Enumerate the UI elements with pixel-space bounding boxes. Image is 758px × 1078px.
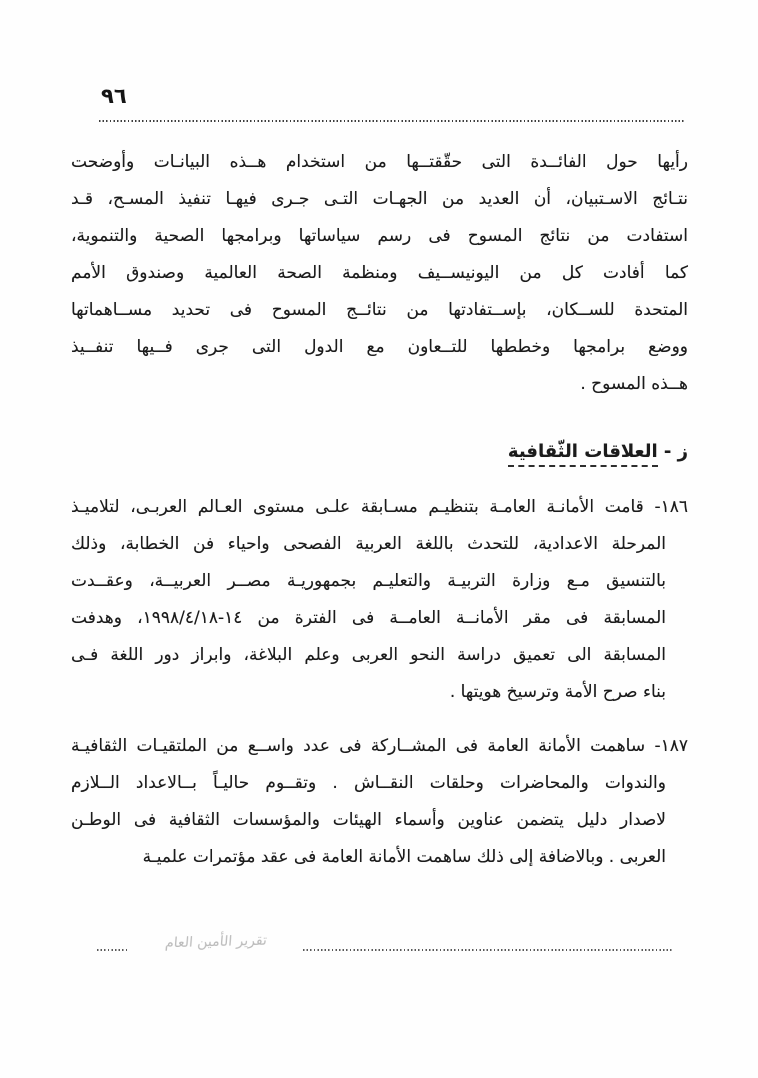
section-heading-prefix: ز - — [657, 441, 688, 462]
text-line: المتحدة للســكان، بإســتفادتها من نتائــج المسوح فى تحديد مســاهماتها — [71, 300, 688, 320]
text-line: بناء صرح الأمة وترسيخ هويتها . — [449, 682, 666, 702]
paragraph-187 — [71, 728, 688, 876]
text-line: بالتنسيق مـع وزارة التربيـة والتعليـم بجمهوريـة مصــر العربيــة، وعقــدت — [71, 571, 666, 591]
text-line: المسابقة الى تعميق دراسة النحو العربى وعلم البلاغة، وابراز دور اللغة فـى — [71, 645, 666, 665]
header-rule — [99, 119, 684, 122]
intro-paragraph — [71, 144, 688, 403]
text-line: نتـائج الاسـتبيان، أن العديد من الجهـات التـى جـرى فيهـا تنفيذ المسـح، قـد — [71, 189, 688, 209]
text-line: والندوات والمحاضرات وحلقات النقــاش . وتقــوم حاليـاً بــالاعداد الــلازم — [71, 773, 666, 793]
page-number: ٩٦ — [101, 84, 127, 108]
text-line: المسابقة فى مقر الأمانــة العامــة فى الفترة من ١٤-١٩٩٨/٤/١٨، وهدفت — [71, 608, 666, 628]
footer-ghost-text: تقرير الأمين العام — [164, 932, 268, 952]
paragraph-186 — [71, 489, 688, 711]
footer-rule-right — [303, 948, 673, 951]
text-line: المرحلة الاعدادية، للتحدث باللغة العربية الفصحى واحياء فن الخطابة، وذلك — [71, 534, 666, 554]
text-line: لاصدار دليل يتضمن عناوين وأسماء الهيئات والمؤسسات الثقافية فى الوطـن — [71, 810, 666, 830]
section-heading — [508, 441, 688, 467]
text-line: هــذه المسوح . — [580, 374, 688, 394]
text-line: ١٨٧- ساهمت الأمانة العامة فى المشــاركة فى عدد واســع من الملتقيـات الثقافيـة — [71, 736, 688, 756]
text-line: ١٨٦- قامت الأمانـة العامـة بتنظيـم مسـابقة علـى مستوى العـالم العربـى، لتلاميـذ — [71, 497, 688, 517]
section-heading-title: العلاقات الثّقافية — [508, 441, 658, 467]
footer-rule-left — [97, 948, 127, 951]
text-line: ووضع برامجها وخططها للتــعاون مع الدول التى جرى فــيها تنفــيذ — [71, 337, 688, 357]
text-line: رأيها حول الفائــدة التى حقّقتــها من استخدام هــذه البيانـات وأوضحت — [71, 152, 688, 172]
text-line: استفادت من نتائج المسوح فى رسم سياساتها وبرامجها الصحية والتنموية، — [71, 226, 688, 246]
text-line: العربى . وبالاضافة إلى ذلك ساهمت الأمانة العامة فى عقد مؤتمرات علميـة — [142, 847, 666, 867]
text-line: كما أفادت كل من اليونيســيف ومنظمة الصحة العالمية وصندوق الأمم — [71, 263, 688, 283]
